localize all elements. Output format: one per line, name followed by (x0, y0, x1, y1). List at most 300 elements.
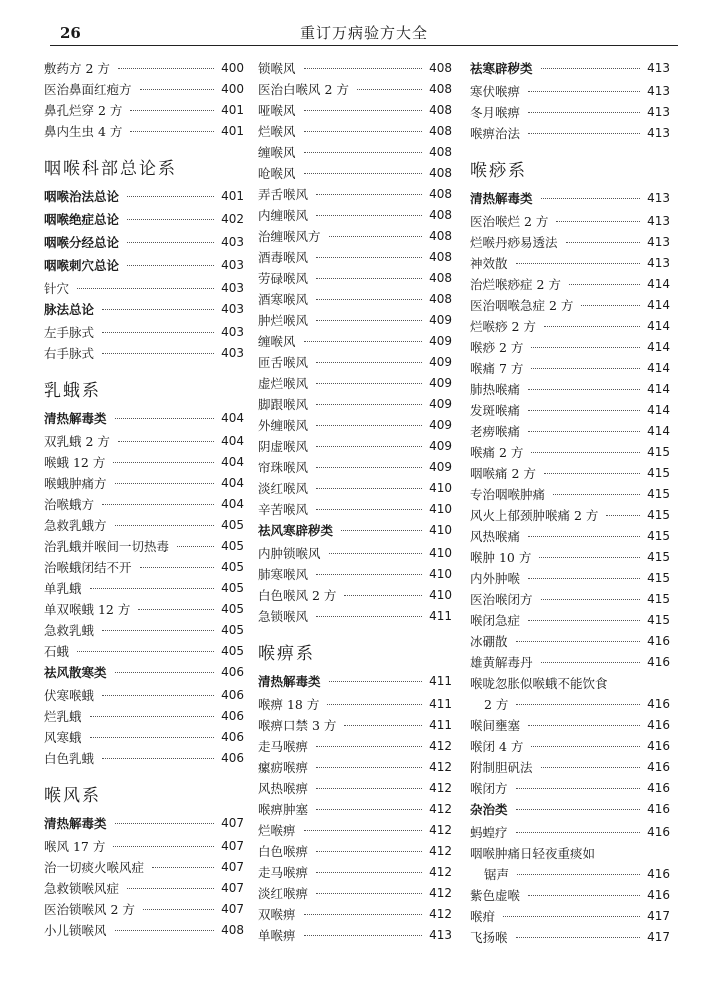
entry-page-number: 413 (647, 214, 670, 228)
toc-entry-row[interactable] (258, 394, 452, 415)
entry-page-number: 413 (647, 191, 670, 205)
entry-page-number: 412 (429, 886, 452, 900)
entry-title: 附制胆矾法 (470, 757, 535, 778)
toc-entry-row[interactable] (470, 81, 670, 102)
entry-page-number: 415 (647, 466, 670, 480)
entry-page-number: 407 (221, 902, 244, 916)
entry-title: 鼻内生虫 4 方 (44, 121, 124, 142)
dot-leader (102, 332, 214, 333)
entry-page-number: 412 (429, 907, 452, 921)
entry-title: 喉痹治法 (470, 123, 522, 144)
entry-title: 喉咙忽胀似喉蛾不能饮食 (470, 673, 610, 694)
toc-entry-row[interactable] (258, 841, 452, 862)
dot-leader (115, 930, 214, 931)
dot-leader (531, 452, 640, 453)
toc-entry-row[interactable] (258, 100, 452, 121)
toc-entry-row[interactable] (470, 400, 670, 421)
dot-leader (102, 758, 214, 759)
entry-title: 烂乳蛾 (44, 706, 84, 727)
entry-page-number: 411 (429, 697, 452, 711)
toc-entry-row[interactable] (258, 925, 452, 946)
entry-title: 喉肿 10 方 (470, 547, 533, 568)
toc-category-row[interactable] (258, 671, 452, 692)
entry-title: 治喉蛾方 (44, 494, 96, 515)
toc-entry-row[interactable] (258, 778, 452, 799)
toc-entry-row[interactable] (470, 316, 670, 337)
entry-title: 喉闭方 (470, 778, 510, 799)
entry-title: 鼻孔烂穿 2 方 (44, 100, 124, 121)
entry-title: 烂喉痧 2 方 (470, 316, 538, 337)
dot-leader (569, 284, 640, 285)
entry-title: 清热解毒类 (258, 671, 323, 692)
dot-leader (541, 662, 640, 663)
dot-leader (304, 341, 422, 342)
entry-page-number: 414 (647, 361, 670, 375)
section-heading: 喉风系 (44, 786, 101, 806)
entry-title: 酒寒喉风 (258, 289, 310, 310)
toc-entry-row[interactable] (470, 652, 670, 673)
toc-entry-row[interactable] (470, 337, 670, 358)
dot-leader (581, 305, 640, 306)
dot-leader (329, 553, 422, 554)
toc-entry-row[interactable] (470, 253, 670, 274)
toc-entry-row[interactable] (258, 457, 452, 478)
toc-entry-row[interactable] (258, 820, 452, 841)
dot-leader (304, 131, 422, 132)
toc-entry-row[interactable] (470, 715, 670, 736)
toc-entry-row[interactable] (470, 274, 670, 295)
toc-entry-row[interactable] (470, 694, 670, 715)
entry-page-number: 400 (221, 61, 244, 75)
toc-entry-row[interactable] (258, 606, 452, 627)
entry-page-number: 416 (647, 634, 670, 648)
toc-category-row[interactable] (470, 188, 670, 209)
entry-page-number: 416 (647, 781, 670, 795)
toc-category-row[interactable] (258, 520, 452, 541)
entry-title: 单双喉蛾 12 方 (44, 599, 132, 620)
entry-title: 喉风 17 方 (44, 836, 107, 857)
dot-leader (113, 846, 214, 847)
toc-entry-row[interactable] (258, 289, 452, 310)
page-header (0, 0, 708, 50)
dot-leader (531, 347, 640, 348)
entry-page-number: 404 (221, 411, 244, 425)
entry-title: 喉痛 7 方 (470, 358, 525, 379)
toc-entry-row[interactable] (44, 920, 244, 941)
entry-page-number: 413 (647, 61, 670, 75)
toc-entry-row[interactable] (44, 578, 244, 599)
dot-leader (528, 389, 640, 390)
dot-leader (304, 110, 422, 111)
toc-entry-row[interactable] (258, 862, 452, 883)
toc-category-row[interactable] (44, 232, 244, 253)
toc-entry-row[interactable] (470, 822, 670, 843)
dot-leader (102, 695, 214, 696)
toc-entry-row[interactable] (44, 727, 244, 748)
toc-entry-row[interactable] (44, 100, 244, 121)
entry-title: 双喉痹 (258, 904, 298, 925)
entry-title: 肺热喉痛 (470, 379, 522, 400)
toc-entry-row[interactable] (470, 526, 670, 547)
dot-leader (138, 609, 214, 610)
dot-leader (316, 425, 422, 426)
entry-title: 肿烂喉风 (258, 310, 310, 331)
dot-leader (127, 888, 214, 889)
toc-entry-row[interactable] (258, 373, 452, 394)
toc-category-row[interactable] (470, 799, 670, 820)
toc-entry-row[interactable] (44, 343, 244, 364)
toc-entry-row[interactable] (44, 857, 244, 878)
toc-entry-row[interactable] (470, 421, 670, 442)
toc-entry-row[interactable] (470, 232, 670, 253)
entry-title: 治一切痰火喉风症 (44, 857, 146, 878)
toc-entry-row[interactable] (470, 102, 670, 123)
toc-entry-row[interactable] (44, 494, 244, 515)
toc-category-row[interactable] (44, 186, 244, 207)
toc-entry-row[interactable] (44, 431, 244, 452)
toc-entry-row[interactable] (258, 478, 452, 499)
toc-entry-row[interactable] (470, 211, 670, 232)
toc-entry-row[interactable] (44, 322, 244, 343)
entry-page-number: 412 (429, 823, 452, 837)
entry-page-number: 416 (647, 888, 670, 902)
entry-title: 咽喉肿痛日轻夜重痰如 (470, 843, 597, 864)
entry-page-number: 409 (429, 397, 452, 411)
entry-page-number: 404 (221, 455, 244, 469)
entry-page-number: 401 (221, 189, 244, 203)
entry-title: 医治白喉风 2 方 (258, 79, 351, 100)
entry-title: 风火上郁颈肿喉痛 2 方 (470, 505, 600, 526)
dot-leader (90, 737, 214, 738)
dot-leader (316, 446, 422, 447)
toc-category-row[interactable] (44, 209, 244, 230)
entry-title: 单乳蛾 (44, 578, 84, 599)
toc-entry-row[interactable] (470, 673, 670, 694)
entry-title: 小儿锁喉风 (44, 920, 109, 941)
entry-title: 肺寒喉风 (258, 564, 310, 585)
toc-entry-row[interactable] (258, 564, 452, 585)
dot-leader (115, 418, 214, 419)
toc-entry-row[interactable] (258, 415, 452, 436)
toc-entry-row[interactable] (44, 58, 244, 79)
entry-page-number: 410 (429, 567, 452, 581)
dot-leader (316, 257, 422, 258)
entry-page-number: 415 (647, 487, 670, 501)
dot-leader (528, 133, 640, 134)
entry-title: 咽喉治法总论 (44, 186, 121, 207)
entry-title: 紫色虚喉 (470, 885, 522, 906)
toc-entry-row[interactable] (470, 442, 670, 463)
toc-entry-row[interactable] (44, 748, 244, 769)
toc-entry-row[interactable] (470, 379, 670, 400)
entry-page-number: 414 (647, 424, 670, 438)
toc-category-row[interactable] (44, 662, 244, 683)
entry-page-number: 412 (429, 781, 452, 795)
entry-page-number: 408 (429, 103, 452, 117)
entry-page-number: 414 (647, 277, 670, 291)
entry-page-number: 405 (221, 644, 244, 658)
entry-page-number: 409 (429, 355, 452, 369)
toc-entry-row[interactable] (470, 484, 670, 505)
entry-page-number: 406 (221, 688, 244, 702)
toc-entry-row[interactable] (44, 452, 244, 473)
dot-leader (556, 221, 640, 222)
entry-page-number: 415 (647, 550, 670, 564)
entry-title: 急救乳蛾 (44, 620, 96, 641)
dot-leader (304, 152, 422, 153)
dot-leader (516, 641, 640, 642)
entry-title: 寒伏喉痹 (470, 81, 522, 102)
dot-leader (541, 68, 640, 69)
dot-leader (316, 851, 422, 852)
toc-entry-row[interactable] (470, 843, 670, 864)
entry-title: 喉疳 (470, 906, 497, 927)
entry-page-number: 405 (221, 518, 244, 532)
toc-entry-row[interactable] (258, 247, 452, 268)
entry-page-number: 415 (647, 508, 670, 522)
entry-page-number: 409 (429, 376, 452, 390)
toc-entry-row[interactable] (44, 515, 244, 536)
dot-leader (344, 725, 422, 726)
toc-entry-row[interactable] (258, 79, 452, 100)
toc-entry-row[interactable] (470, 568, 670, 589)
dot-leader (130, 110, 214, 111)
dot-leader (528, 536, 640, 537)
entry-page-number: 416 (647, 739, 670, 753)
entry-title: 虚烂喉风 (258, 373, 310, 394)
toc-entry-row[interactable] (44, 473, 244, 494)
dot-leader (316, 809, 422, 810)
entry-title: 白色喉痹 (258, 841, 310, 862)
toc-entry-row[interactable] (258, 352, 452, 373)
toc-entry-row[interactable] (258, 694, 452, 715)
entry-title: 喉痧 2 方 (470, 337, 525, 358)
toc-entry-row[interactable] (470, 757, 670, 778)
toc-entry-row[interactable] (44, 685, 244, 706)
entry-title: 左手脉式 (44, 322, 96, 343)
dot-leader (77, 651, 214, 652)
toc-entry-row[interactable] (44, 878, 244, 899)
toc-entry-row[interactable] (258, 543, 452, 564)
entry-page-number: 408 (429, 292, 452, 306)
toc-entry-row[interactable] (44, 836, 244, 857)
toc-entry-row[interactable] (470, 631, 670, 652)
entry-page-number: 408 (429, 145, 452, 159)
toc-category-row[interactable] (44, 813, 244, 834)
entry-page-number: 409 (429, 418, 452, 432)
entry-title: 喉痛 2 方 (470, 442, 525, 463)
entry-page-number: 403 (221, 302, 244, 316)
dot-leader (344, 595, 422, 596)
toc-entry-row[interactable] (258, 799, 452, 820)
entry-title: 淡红喉风 (258, 478, 310, 499)
toc-entry-row[interactable] (44, 79, 244, 100)
toc-category-row[interactable] (44, 299, 244, 320)
dot-leader (177, 546, 214, 547)
entry-title: 喉蛾 12 方 (44, 452, 107, 473)
toc-entry-row[interactable] (44, 121, 244, 142)
dot-leader (316, 788, 422, 789)
entry-page-number: 403 (221, 346, 244, 360)
toc-entry-row[interactable] (258, 205, 452, 226)
entry-title: 呛喉风 (258, 163, 298, 184)
entry-title: 医治喉闭方 (470, 589, 535, 610)
dot-leader (544, 326, 640, 327)
dot-leader (566, 242, 640, 243)
entry-title: 双乳蛾 2 方 (44, 431, 112, 452)
entry-page-number: 404 (221, 434, 244, 448)
entry-title: 老痨喉痛 (470, 421, 522, 442)
entry-title: 白色喉风 2 方 (258, 585, 338, 606)
dot-leader (118, 441, 214, 442)
dot-leader (528, 620, 640, 621)
entry-page-number: 407 (221, 860, 244, 874)
toc-entry-row[interactable] (44, 706, 244, 727)
toc-entry-row[interactable] (470, 778, 670, 799)
entry-page-number: 409 (429, 334, 452, 348)
toc-entry-row[interactable] (470, 589, 670, 610)
dot-leader (140, 89, 214, 90)
entry-page-number: 402 (221, 212, 244, 226)
toc-entry-row[interactable] (470, 505, 670, 526)
toc-category-row[interactable] (44, 255, 244, 276)
dot-leader (341, 530, 422, 531)
entry-title: 雄黄解毒丹 (470, 652, 535, 673)
toc-entry-row[interactable] (258, 904, 452, 925)
toc-entry-row[interactable] (258, 121, 452, 142)
entry-page-number: 400 (221, 82, 244, 96)
entry-page-number: 413 (647, 126, 670, 140)
entry-page-number: 412 (429, 865, 452, 879)
entry-page-number: 410 (429, 588, 452, 602)
entry-page-number: 414 (647, 403, 670, 417)
header-rule (50, 45, 678, 46)
entry-title: 祛寒辟秽类 (470, 58, 535, 79)
toc-entry-row[interactable] (470, 864, 670, 885)
toc-category-row[interactable] (470, 58, 670, 79)
toc-entry-row[interactable] (258, 436, 452, 457)
entry-page-number: 408 (429, 229, 452, 243)
entry-title: 冰硼散 (470, 631, 510, 652)
entry-title: 急锁喉风 (258, 606, 310, 627)
toc-entry-row[interactable] (258, 142, 452, 163)
entry-title: 淡红喉痹 (258, 883, 310, 904)
entry-title: 走马喉痹 (258, 862, 310, 883)
dot-leader (528, 578, 640, 579)
entry-title: 飞扬喉 (470, 927, 510, 948)
toc-entry-row[interactable] (470, 123, 670, 144)
toc-entry-row[interactable] (258, 268, 452, 289)
entry-page-number: 408 (429, 208, 452, 222)
toc-entry-row[interactable] (258, 715, 452, 736)
dot-leader (316, 872, 422, 873)
toc-entry-row[interactable] (258, 585, 452, 606)
entry-title: 专治咽喉肿痛 (470, 484, 547, 505)
entry-title: 祛风寒辟秽类 (258, 520, 335, 541)
entry-page-number: 407 (221, 816, 244, 830)
toc-entry-row[interactable] (470, 927, 670, 948)
entry-page-number: 406 (221, 730, 244, 744)
entry-title: 杂治类 (470, 799, 510, 820)
entry-page-number: 408 (429, 187, 452, 201)
entry-page-number: 411 (429, 674, 452, 688)
dot-leader (327, 704, 422, 705)
dot-leader (316, 278, 422, 279)
entry-title: 神效散 (470, 253, 510, 274)
toc-entry-row[interactable] (470, 736, 670, 757)
entry-page-number: 407 (221, 881, 244, 895)
toc-entry-row[interactable] (44, 641, 244, 662)
toc-entry-row[interactable] (44, 620, 244, 641)
entry-page-number: 401 (221, 124, 244, 138)
dot-leader (316, 616, 422, 617)
toc-entry-row[interactable] (470, 610, 670, 631)
toc-category-row[interactable] (44, 408, 244, 429)
toc-entry-row[interactable] (470, 547, 670, 568)
entry-title: 急救乳蛾方 (44, 515, 109, 536)
entry-title: 烂喉风 (258, 121, 298, 142)
section-heading: 乳蛾系 (44, 381, 101, 401)
toc-entry-row[interactable] (470, 885, 670, 906)
entry-page-number: 412 (429, 844, 452, 858)
entry-page-number: 413 (647, 256, 670, 270)
dot-leader (316, 362, 422, 363)
dot-leader (528, 431, 640, 432)
entry-title: 喉蛾肿痛方 (44, 473, 109, 494)
entry-page-number: 416 (647, 697, 670, 711)
entry-page-number: 416 (647, 655, 670, 669)
toc-entry-row[interactable] (258, 310, 452, 331)
dot-leader (115, 823, 214, 824)
toc-entry-row[interactable] (258, 736, 452, 757)
entry-title: 喉痹肿塞 (258, 799, 310, 820)
toc-entry-row[interactable] (470, 463, 670, 484)
toc-entry-row[interactable] (258, 331, 452, 352)
toc-entry-row[interactable] (258, 499, 452, 520)
entry-title: 治乳蛾并喉间一切热毒 (44, 536, 171, 557)
toc-entry-row[interactable] (44, 536, 244, 557)
toc-entry-row[interactable] (258, 883, 452, 904)
entry-page-number: 415 (647, 445, 670, 459)
toc-entry-row[interactable] (44, 278, 244, 299)
toc-entry-row[interactable] (470, 295, 670, 316)
entry-title: 石蛾 (44, 641, 71, 662)
entry-page-number: 403 (221, 258, 244, 272)
toc-entry-row[interactable] (258, 58, 452, 79)
dot-leader (115, 672, 214, 673)
entry-page-number: 408 (429, 271, 452, 285)
entry-page-number: 403 (221, 281, 244, 295)
toc-entry-row[interactable] (470, 906, 670, 927)
toc-entry-row[interactable] (44, 557, 244, 578)
toc-entry-row[interactable] (258, 184, 452, 205)
toc-entry-row[interactable] (470, 358, 670, 379)
entry-page-number: 413 (647, 105, 670, 119)
dot-leader (140, 567, 214, 568)
section-heading: 喉痧系 (470, 161, 527, 181)
toc-entry-row[interactable] (258, 163, 452, 184)
toc-entry-row[interactable] (44, 599, 244, 620)
dot-leader (544, 473, 640, 474)
toc-entry-row[interactable] (44, 899, 244, 920)
dot-leader (127, 196, 214, 197)
entry-title: 清热解毒类 (470, 188, 535, 209)
entry-page-number: 405 (221, 623, 244, 637)
toc-entry-row[interactable] (258, 757, 452, 778)
toc-entry-row[interactable] (258, 226, 452, 247)
entry-title: 医治咽喉急症 2 方 (470, 295, 575, 316)
entry-page-number: 416 (647, 718, 670, 732)
